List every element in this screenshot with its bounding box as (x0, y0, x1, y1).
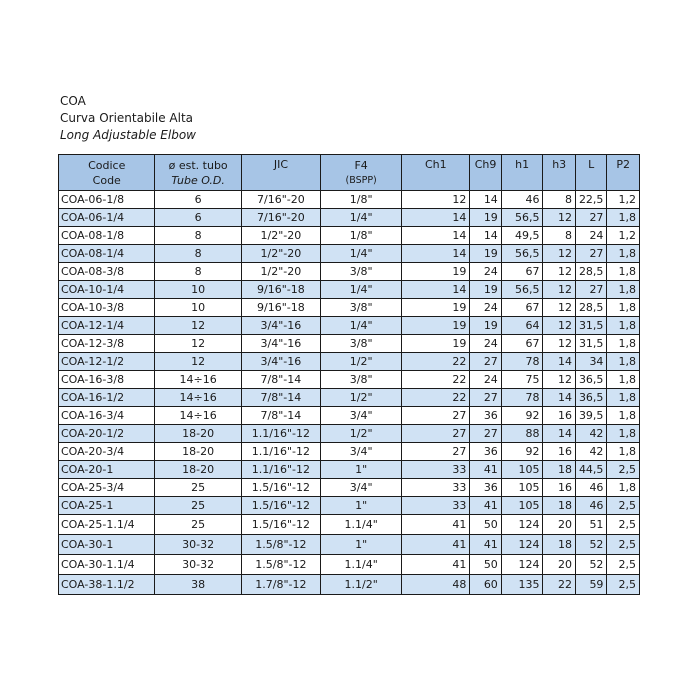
cell-tube-od: 25 (155, 479, 241, 497)
cell-code: COA-38-1.1/2 (59, 575, 155, 595)
cell-ch9: 41 (470, 461, 501, 479)
cell-tube-od: 18-20 (155, 443, 241, 461)
table-row (59, 497, 640, 515)
cell-jic: 1.5/16"-12 (241, 497, 320, 515)
cell-ch1: 19 (402, 299, 470, 317)
cell-h3: 18 (543, 535, 576, 555)
italian-title: Curva Orientabile Alta (60, 111, 194, 125)
cell-jic: 7/8"-14 (241, 389, 320, 407)
cell-ch9: 27 (470, 389, 501, 407)
col-header-ch1: Ch1 (402, 155, 470, 191)
cell-l: 22,5 (575, 191, 606, 209)
cell-tube-od: 30-32 (155, 555, 241, 575)
cell-tube-od: 18-20 (155, 425, 241, 443)
cell-jic: 1/2"-20 (241, 245, 320, 263)
product-code-title: COA (60, 94, 86, 108)
cell-tube-od: 18-20 (155, 461, 241, 479)
col-header-jic: JIC (241, 155, 320, 191)
table-row (59, 317, 640, 335)
cell-h1: 92 (501, 407, 543, 425)
cell-h3: 8 (543, 227, 576, 245)
cell-tube-od: 14÷16 (155, 371, 241, 389)
cell-p2: 1,8 (607, 371, 640, 389)
cell-h1: 105 (501, 479, 543, 497)
table-row (59, 407, 640, 425)
cell-l: 28,5 (575, 299, 606, 317)
cell-code: COA-12-1/2 (59, 353, 155, 371)
od-header-en: Tube O.D. (171, 173, 225, 187)
cell-ch1: 22 (402, 371, 470, 389)
cell-p2: 1,2 (607, 191, 640, 209)
cell-code: COA-20-1/2 (59, 425, 155, 443)
cell-jic: 1.1/16"-12 (241, 461, 320, 479)
cell-l: 27 (575, 245, 606, 263)
cell-h1: 135 (501, 575, 543, 595)
table-row (59, 227, 640, 245)
col-header-l: L (575, 155, 606, 191)
cell-jic: 3/4"-16 (241, 353, 320, 371)
cell-jic: 3/4"-16 (241, 317, 320, 335)
cell-jic: 1/2"-20 (241, 227, 320, 245)
cell-h3: 18 (543, 461, 576, 479)
table-row (59, 281, 640, 299)
cell-f4: 1/2" (321, 389, 402, 407)
cell-l: 52 (575, 555, 606, 575)
cell-l: 31,5 (575, 335, 606, 353)
english-title: Long Adjustable Elbow (60, 128, 196, 142)
cell-f4: 1.1/2" (321, 575, 402, 595)
cell-h3: 20 (543, 555, 576, 575)
cell-code: COA-30-1.1/4 (59, 555, 155, 575)
od-header-it: ø est. tubo (168, 158, 228, 172)
cell-h1: 67 (501, 299, 543, 317)
table-row (59, 371, 640, 389)
cell-p2: 1,8 (607, 479, 640, 497)
cell-ch1: 33 (402, 461, 470, 479)
cell-l: 51 (575, 515, 606, 535)
cell-ch1: 19 (402, 317, 470, 335)
cell-f4: 1/4" (321, 281, 402, 299)
cell-ch9: 41 (470, 535, 501, 555)
cell-h3: 18 (543, 497, 576, 515)
table-row (59, 299, 640, 317)
cell-tube-od: 10 (155, 299, 241, 317)
cell-l: 24 (575, 227, 606, 245)
cell-p2: 1,8 (607, 281, 640, 299)
cell-ch1: 41 (402, 515, 470, 535)
cell-l: 44,5 (575, 461, 606, 479)
cell-jic: 1.1/16"-12 (241, 443, 320, 461)
cell-p2: 1,8 (607, 425, 640, 443)
table-header (59, 155, 640, 191)
cell-l: 27 (575, 281, 606, 299)
cell-ch1: 41 (402, 555, 470, 575)
title-block (60, 93, 196, 144)
cell-ch9: 19 (470, 209, 501, 227)
cell-h3: 12 (543, 317, 576, 335)
cell-p2: 1,2 (607, 227, 640, 245)
cell-h1: 124 (501, 535, 543, 555)
cell-tube-od: 25 (155, 497, 241, 515)
cell-ch9: 50 (470, 515, 501, 535)
cell-f4: 1" (321, 535, 402, 555)
cell-h3: 12 (543, 209, 576, 227)
cell-h1: 75 (501, 371, 543, 389)
cell-ch1: 27 (402, 443, 470, 461)
cell-l: 52 (575, 535, 606, 555)
cell-p2: 2,5 (607, 497, 640, 515)
cell-h3: 12 (543, 335, 576, 353)
cell-code: COA-08-1/8 (59, 227, 155, 245)
table-row (59, 335, 640, 353)
cell-p2: 1,8 (607, 443, 640, 461)
spec-table (58, 154, 640, 595)
cell-h3: 12 (543, 245, 576, 263)
cell-h1: 78 (501, 389, 543, 407)
cell-code: COA-10-3/8 (59, 299, 155, 317)
cell-tube-od: 8 (155, 245, 241, 263)
cell-ch1: 48 (402, 575, 470, 595)
cell-f4: 1/4" (321, 245, 402, 263)
cell-h3: 12 (543, 281, 576, 299)
cell-f4: 3/8" (321, 371, 402, 389)
cell-h3: 16 (543, 443, 576, 461)
cell-l: 42 (575, 443, 606, 461)
cell-ch9: 27 (470, 425, 501, 443)
cell-code: COA-12-3/8 (59, 335, 155, 353)
cell-h1: 67 (501, 263, 543, 281)
cell-ch1: 14 (402, 245, 470, 263)
cell-jic: 1.1/16"-12 (241, 425, 320, 443)
cell-jic: 7/8"-14 (241, 407, 320, 425)
cell-l: 34 (575, 353, 606, 371)
cell-ch9: 50 (470, 555, 501, 575)
cell-ch9: 19 (470, 281, 501, 299)
col-header-p2: P2 (607, 155, 640, 191)
cell-tube-od: 12 (155, 317, 241, 335)
cell-h3: 12 (543, 299, 576, 317)
cell-h1: 92 (501, 443, 543, 461)
cell-ch1: 12 (402, 191, 470, 209)
table-body (59, 191, 640, 595)
cell-tube-od: 14÷16 (155, 407, 241, 425)
cell-tube-od: 6 (155, 209, 241, 227)
cell-ch1: 33 (402, 497, 470, 515)
table-row (59, 461, 640, 479)
cell-f4: 3/4" (321, 479, 402, 497)
cell-ch9: 24 (470, 299, 501, 317)
cell-ch9: 19 (470, 245, 501, 263)
cell-p2: 1,8 (607, 353, 640, 371)
cell-f4: 3/8" (321, 263, 402, 281)
table-row (59, 245, 640, 263)
cell-ch1: 22 (402, 353, 470, 371)
cell-code: COA-16-3/4 (59, 407, 155, 425)
cell-h3: 16 (543, 407, 576, 425)
cell-ch9: 36 (470, 407, 501, 425)
table-row (59, 575, 640, 595)
col-header-f4 (321, 155, 402, 191)
cell-jic: 1.5/8"-12 (241, 535, 320, 555)
cell-code: COA-20-1 (59, 461, 155, 479)
col-header-ch9: Ch9 (470, 155, 501, 191)
cell-p2: 1,8 (607, 245, 640, 263)
cell-h1: 124 (501, 555, 543, 575)
cell-jic: 7/16"-20 (241, 209, 320, 227)
cell-l: 36,5 (575, 389, 606, 407)
cell-h3: 22 (543, 575, 576, 595)
f4-header-label: F4 (354, 158, 368, 172)
cell-l: 31,5 (575, 317, 606, 335)
code-header-en: Code (92, 173, 121, 187)
cell-tube-od: 12 (155, 353, 241, 371)
cell-f4: 3/4" (321, 443, 402, 461)
cell-h1: 64 (501, 317, 543, 335)
cell-ch9: 36 (470, 479, 501, 497)
cell-ch9: 14 (470, 227, 501, 245)
cell-code: COA-25-3/4 (59, 479, 155, 497)
cell-jic: 1.5/8"-12 (241, 555, 320, 575)
cell-h3: 8 (543, 191, 576, 209)
cell-tube-od: 30-32 (155, 535, 241, 555)
cell-f4: 1" (321, 461, 402, 479)
cell-l: 46 (575, 497, 606, 515)
cell-tube-od: 14÷16 (155, 389, 241, 407)
cell-ch1: 14 (402, 281, 470, 299)
f4-header-thread: (BSPP) (345, 174, 377, 186)
cell-l: 42 (575, 425, 606, 443)
cell-tube-od: 8 (155, 227, 241, 245)
cell-l: 36,5 (575, 371, 606, 389)
cell-h1: 56,5 (501, 281, 543, 299)
cell-h1: 124 (501, 515, 543, 535)
cell-code: COA-12-1/4 (59, 317, 155, 335)
cell-p2: 1,8 (607, 299, 640, 317)
cell-f4: 1/2" (321, 353, 402, 371)
col-header-h3: h3 (543, 155, 576, 191)
cell-tube-od: 10 (155, 281, 241, 299)
cell-f4: 1.1/4" (321, 555, 402, 575)
cell-l: 39,5 (575, 407, 606, 425)
cell-code: COA-20-3/4 (59, 443, 155, 461)
cell-p2: 1,8 (607, 263, 640, 281)
cell-jic: 1.5/16"-12 (241, 515, 320, 535)
cell-p2: 2,5 (607, 555, 640, 575)
cell-ch1: 22 (402, 389, 470, 407)
table-row (59, 263, 640, 281)
cell-jic: 9/16"-18 (241, 299, 320, 317)
col-header-h1: h1 (501, 155, 543, 191)
cell-f4: 3/8" (321, 335, 402, 353)
cell-code: COA-30-1 (59, 535, 155, 555)
cell-code: COA-25-1.1/4 (59, 515, 155, 535)
cell-h3: 16 (543, 479, 576, 497)
table-row (59, 555, 640, 575)
cell-ch1: 41 (402, 535, 470, 555)
cell-p2: 2,5 (607, 515, 640, 535)
col-header-code (59, 155, 155, 191)
cell-p2: 1,8 (607, 407, 640, 425)
col-header-od (155, 155, 241, 191)
cell-l: 46 (575, 479, 606, 497)
cell-tube-od: 25 (155, 515, 241, 535)
cell-f4: 1/4" (321, 209, 402, 227)
cell-h3: 12 (543, 371, 576, 389)
table-row (59, 443, 640, 461)
cell-jic: 1/2"-20 (241, 263, 320, 281)
cell-l: 59 (575, 575, 606, 595)
cell-code: COA-06-1/8 (59, 191, 155, 209)
cell-jic: 3/4"-16 (241, 335, 320, 353)
cell-ch1: 33 (402, 479, 470, 497)
cell-h1: 49,5 (501, 227, 543, 245)
cell-ch9: 24 (470, 371, 501, 389)
cell-p2: 1,8 (607, 389, 640, 407)
cell-ch9: 41 (470, 497, 501, 515)
cell-tube-od: 12 (155, 335, 241, 353)
table-row (59, 515, 640, 535)
cell-code: COA-08-3/8 (59, 263, 155, 281)
cell-h3: 14 (543, 425, 576, 443)
table-row (59, 425, 640, 443)
cell-f4: 1.1/4" (321, 515, 402, 535)
cell-h1: 105 (501, 497, 543, 515)
cell-jic: 7/16"-20 (241, 191, 320, 209)
cell-ch9: 27 (470, 353, 501, 371)
cell-code: COA-10-1/4 (59, 281, 155, 299)
cell-code: COA-06-1/4 (59, 209, 155, 227)
cell-f4: 1" (321, 497, 402, 515)
cell-h1: 67 (501, 335, 543, 353)
cell-jic: 9/16"-18 (241, 281, 320, 299)
cell-f4: 1/2" (321, 425, 402, 443)
cell-p2: 2,5 (607, 461, 640, 479)
cell-jic: 1.5/16"-12 (241, 479, 320, 497)
cell-l: 27 (575, 209, 606, 227)
table-row (59, 535, 640, 555)
cell-p2: 2,5 (607, 575, 640, 595)
cell-ch1: 14 (402, 227, 470, 245)
cell-code: COA-16-1/2 (59, 389, 155, 407)
cell-f4: 1/8" (321, 191, 402, 209)
header-row (59, 155, 640, 191)
cell-h3: 20 (543, 515, 576, 535)
cell-ch9: 14 (470, 191, 501, 209)
cell-p2: 1,8 (607, 209, 640, 227)
cell-f4: 3/8" (321, 299, 402, 317)
cell-h3: 14 (543, 389, 576, 407)
cell-h1: 46 (501, 191, 543, 209)
cell-code: COA-25-1 (59, 497, 155, 515)
cell-h3: 12 (543, 263, 576, 281)
cell-ch1: 27 (402, 425, 470, 443)
cell-ch9: 36 (470, 443, 501, 461)
cell-h3: 14 (543, 353, 576, 371)
cell-ch9: 24 (470, 335, 501, 353)
cell-l: 28,5 (575, 263, 606, 281)
cell-p2: 2,5 (607, 535, 640, 555)
cell-ch1: 27 (402, 407, 470, 425)
code-header-it: Codice (88, 158, 126, 172)
cell-code: COA-16-3/8 (59, 371, 155, 389)
cell-ch9: 19 (470, 317, 501, 335)
cell-jic: 1.7/8"-12 (241, 575, 320, 595)
cell-h1: 88 (501, 425, 543, 443)
cell-p2: 1,8 (607, 317, 640, 335)
cell-tube-od: 8 (155, 263, 241, 281)
cell-tube-od: 6 (155, 191, 241, 209)
cell-ch9: 24 (470, 263, 501, 281)
cell-ch9: 60 (470, 575, 501, 595)
cell-f4: 1/8" (321, 227, 402, 245)
cell-h1: 56,5 (501, 209, 543, 227)
cell-ch1: 19 (402, 263, 470, 281)
table-row (59, 389, 640, 407)
cell-h1: 78 (501, 353, 543, 371)
cell-ch1: 19 (402, 335, 470, 353)
table-row (59, 479, 640, 497)
cell-code: COA-08-1/4 (59, 245, 155, 263)
table-row (59, 191, 640, 209)
cell-ch1: 14 (402, 209, 470, 227)
cell-h1: 105 (501, 461, 543, 479)
cell-f4: 1/4" (321, 317, 402, 335)
table-row (59, 353, 640, 371)
table-row (59, 209, 640, 227)
cell-f4: 3/4" (321, 407, 402, 425)
cell-p2: 1,8 (607, 335, 640, 353)
cell-jic: 7/8"-14 (241, 371, 320, 389)
cell-tube-od: 38 (155, 575, 241, 595)
cell-h1: 56,5 (501, 245, 543, 263)
